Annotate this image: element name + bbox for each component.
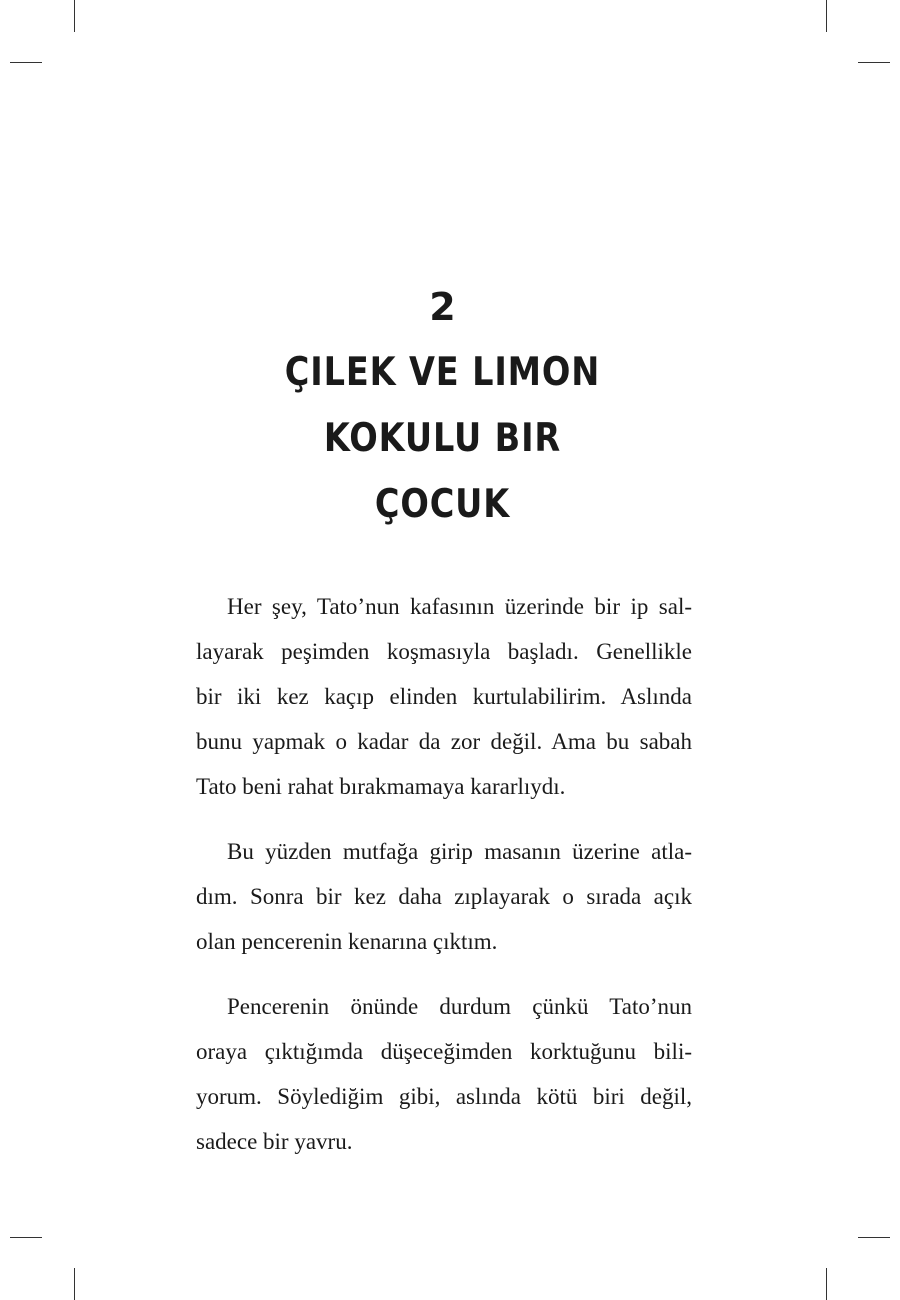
chapter-title	[225, 340, 659, 538]
text-line: bir iki kez kaçıp elinden kurtulabilirim. Aslında	[196, 684, 692, 709]
crop-mark-top-left-vertical	[74, 0, 75, 32]
crop-mark-bottom-left-vertical	[74, 1268, 75, 1300]
text-line: yorum. Söylediğim gibi, aslında kötü biri değil,	[196, 1084, 692, 1109]
crop-mark-top-right-horizontal	[858, 62, 890, 63]
text-line: Pencerenin önünde durdum çünkü Tato’nun	[227, 994, 692, 1019]
text-line: olan pencerenin kenarına çıktım.	[196, 929, 498, 954]
text-line: dım. Sonra bir kez daha zıplayarak o sırada açık	[196, 884, 692, 909]
text-line: layarak peşimden koşmasıyla başladı. Genellikle	[196, 639, 692, 664]
text-line: Her şey, Tato’nun kafasının üzerinde bir ip sal-	[227, 594, 692, 619]
paragraph-1	[196, 584, 692, 809]
text-line: bunu yapmak o kadar da zor değil. Ama bu sabah	[196, 729, 692, 754]
text-line: oraya çıktığımda düşeceğimden korktuğunu bili-	[196, 1039, 692, 1064]
chapter-title-line-2: ÇOCUK	[374, 482, 511, 527]
text-line: Bu yüzden mutfağa girip masanın üzerine atla-	[227, 839, 692, 864]
crop-mark-bottom-right-horizontal	[858, 1237, 890, 1238]
crop-mark-top-left-horizontal	[10, 62, 42, 63]
chapter-number: 2	[429, 285, 456, 329]
crop-mark-bottom-left-horizontal	[10, 1237, 42, 1238]
crop-mark-top-right-vertical	[826, 0, 827, 32]
body-text	[196, 584, 692, 1184]
paragraph-3	[196, 984, 692, 1164]
paragraph-2	[196, 829, 692, 964]
chapter-title-line-1: ÇILEK VE LIMON KOKULU BIR	[284, 350, 601, 461]
text-line: sadece bir yavru.	[196, 1129, 353, 1154]
crop-mark-bottom-right-vertical	[826, 1268, 827, 1300]
text-line: Tato beni rahat bırakmamaya kararlıydı.	[196, 774, 566, 799]
